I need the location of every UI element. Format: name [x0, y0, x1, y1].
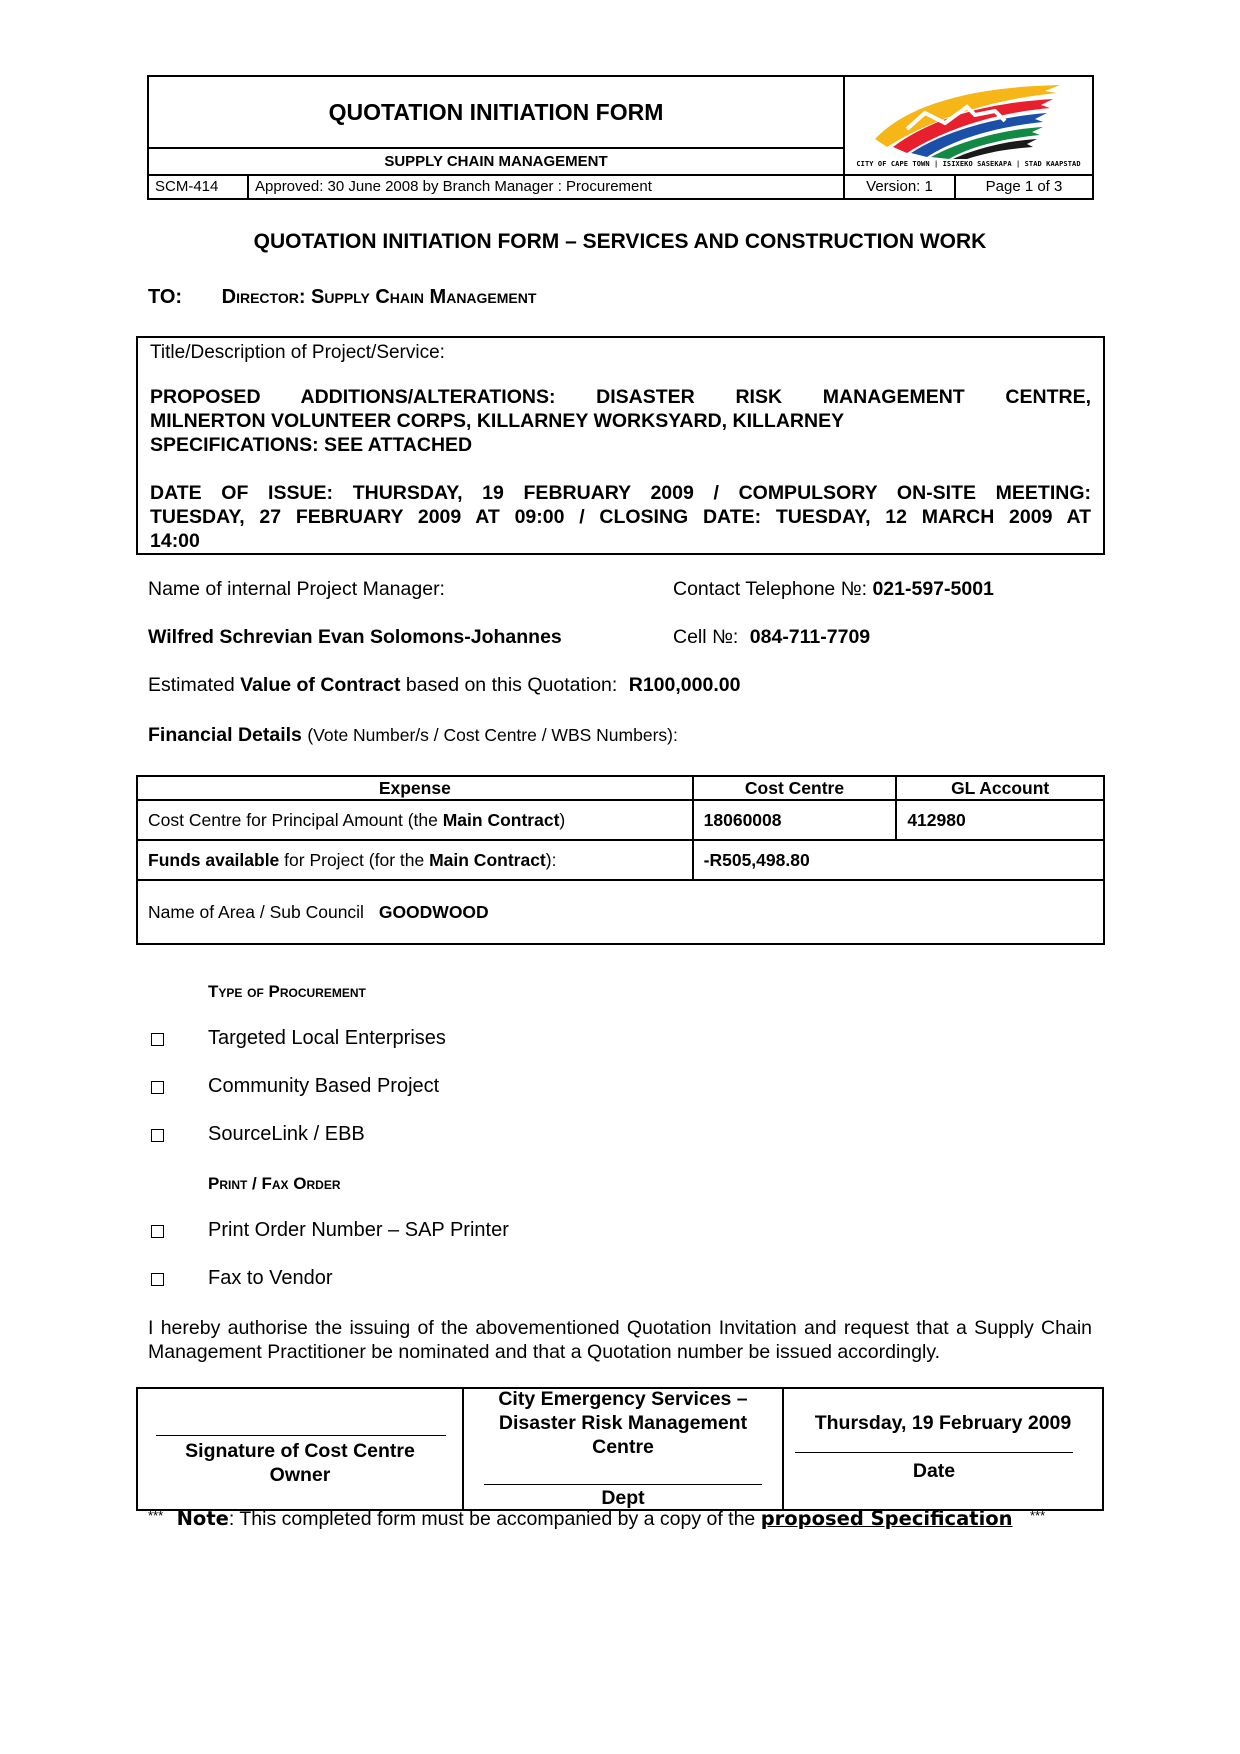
table-header-row	[137, 776, 1104, 800]
date-value: Thursday, 19 February 2009	[814, 1412, 1072, 1434]
project-line-2: MILNERTON VOLUNTEER CORPS, KILLARNEY WORKSYARD, KILLARNEY	[150, 410, 845, 432]
dept-line-1: City Emergency Services –	[498, 1388, 748, 1410]
to-label: TO:	[148, 286, 183, 308]
cell-number: 084-711-7709	[749, 626, 871, 648]
expense-bold: Main Contract	[442, 809, 560, 830]
column-header-expense: Expense	[137, 776, 693, 800]
to-recipient: Director: Supply Chain Management	[221, 286, 537, 308]
funds-bold-2: Main Contract	[429, 849, 546, 870]
signature-line	[156, 1435, 446, 1436]
dept-line-3: Centre	[592, 1436, 654, 1458]
column-header-cost-centre: Cost Centre	[693, 776, 897, 800]
procurement-heading: Type of Procurement	[208, 982, 366, 1001]
dept-line	[484, 1484, 762, 1485]
estimated-value-line	[148, 674, 740, 697]
estimate-prefix: Estimated	[148, 674, 241, 696]
checkbox-fax-vendor[interactable]	[151, 1273, 164, 1286]
version: Version: 1	[845, 176, 956, 198]
estimated-value: R100,000.00	[628, 674, 741, 696]
order-heading: Print / Fax Order	[208, 1174, 341, 1193]
expense-cell	[137, 800, 693, 840]
estimate-suffix: based on this Quotation:	[400, 674, 618, 696]
signature-label-line-2: Owner	[269, 1464, 331, 1486]
cell-number-line	[673, 626, 870, 649]
dept-cell	[464, 1389, 784, 1509]
form-title: QUOTATION INITIATION FORM	[149, 77, 845, 149]
project-description-box	[136, 336, 1105, 555]
expense-suffix: )	[559, 809, 566, 830]
financial-details-rest: (Vote Number/s / Cost Centre / WBS Numbers):	[307, 725, 678, 745]
note-label: Note	[176, 1507, 229, 1530]
note-text: : This completed form must be accompanied by a copy of the	[228, 1508, 761, 1530]
form-header	[147, 75, 1094, 200]
checkbox-print-order[interactable]	[151, 1225, 164, 1238]
form-code: SCM-414	[149, 176, 249, 198]
checkbox-community-based[interactable]	[151, 1081, 164, 1094]
manager-label: Name of internal Project Manager:	[148, 578, 445, 600]
gl-account-cell: 412980	[896, 800, 1104, 840]
page-number: Page 1 of 3	[985, 178, 1063, 195]
option-targeted-local: Targeted Local Enterprises	[208, 1027, 446, 1049]
funds-suffix: ):	[545, 849, 557, 870]
table-row	[137, 840, 1104, 880]
manager-name: Wilfred Schrevian Evan Solomons-Johannes	[148, 626, 562, 648]
table-row	[137, 880, 1104, 944]
checkbox-sourcelink[interactable]	[151, 1129, 164, 1142]
proposed-specification-link[interactable]: proposed Specification	[760, 1507, 1013, 1530]
option-sourcelink: SourceLink / EBB	[208, 1123, 365, 1145]
cost-centre-cell: 18060008	[693, 800, 897, 840]
table-row	[137, 800, 1104, 840]
signature-cell	[138, 1389, 464, 1509]
project-description	[150, 385, 1091, 457]
financial-details-label	[148, 724, 678, 747]
dept-line-2: Disaster Risk Management	[498, 1412, 748, 1434]
financial-details-bold: Financial Details	[148, 724, 302, 746]
logo-caption: CITY OF CAPE TOWN | ISIXEKO SASEKAPA | STAD KAAPSTAD	[856, 160, 1081, 168]
city-logo	[845, 77, 1092, 174]
project-description-label: Title/Description of Project/Service:	[150, 342, 445, 363]
financial-table	[136, 775, 1105, 945]
project-dates	[150, 481, 1091, 553]
checkbox-targeted-local[interactable]	[151, 1033, 164, 1046]
dept-label: Dept	[601, 1487, 645, 1509]
dept-value	[464, 1387, 782, 1459]
cape-town-logo-icon	[845, 77, 1092, 159]
column-header-gl-account: GL Account	[896, 776, 1104, 800]
signature-label	[138, 1439, 462, 1487]
dates-line-1: DATE OF ISSUE: THURSDAY, 19 FEBRUARY 2009 / COMPULSORY ON-SITE MEETING:	[150, 482, 1091, 504]
option-print-order: Print Order Number – SAP Printer	[208, 1219, 509, 1241]
option-fax-vendor: Fax to Vendor	[208, 1267, 333, 1289]
date-line	[795, 1452, 1073, 1453]
estimate-bold: Value of Contract	[240, 674, 401, 696]
telephone-label: Contact Telephone №:	[673, 578, 868, 600]
expense-prefix: Cost Centre for Principal Amount (the	[148, 809, 443, 830]
note-stars-right: ***	[1029, 1508, 1046, 1523]
date-cell	[784, 1389, 1102, 1509]
date-label: Date	[912, 1460, 956, 1482]
main-heading: QUOTATION INITIATION FORM – SERVICES AND CONSTRUCTION WORK	[253, 230, 987, 253]
area-cell	[137, 880, 1104, 944]
project-line-3: SPECIFICATIONS: SEE ATTACHED	[150, 434, 473, 456]
area-value: GOODWOOD	[378, 901, 489, 922]
to-line	[148, 286, 536, 309]
authorisation-text: I hereby authorise the issuing of the abovementioned Quotation Invitation and request that a Supply Chain Management Practitioner be nominated and that a Quotation number be issued accordingly.	[148, 1317, 1092, 1363]
funds-available-value: -R505,498.80	[693, 840, 1104, 880]
cell-label: Cell №:	[673, 626, 739, 648]
area-label: Name of Area / Sub Council	[148, 901, 364, 922]
footer-note	[148, 1507, 1045, 1531]
dates-line-3: 14:00	[150, 530, 200, 552]
note-stars-left: ***	[148, 1508, 164, 1523]
funds-available-cell	[137, 840, 693, 880]
contact-telephone	[673, 578, 994, 601]
signature-label-line-1: Signature of Cost Centre	[185, 1440, 415, 1462]
funds-mid: for Project (for the	[279, 849, 430, 870]
dates-line-2: TUESDAY, 27 FEBRUARY 2009 AT 09:00 / CLOSING DATE: TUESDAY, 12 MARCH 2009 AT	[150, 506, 1091, 528]
funds-bold: Funds available	[148, 849, 280, 870]
approval-text: Approved: 30 June 2008 by Branch Manager : Procurement	[249, 176, 845, 198]
telephone-number: 021-597-5001	[872, 578, 994, 600]
project-line-1: PROPOSED ADDITIONS/ALTERATIONS: DISASTER RISK MANAGEMENT CENTRE,	[150, 386, 1091, 408]
form-meta-row	[149, 174, 1092, 198]
option-community-based: Community Based Project	[208, 1075, 440, 1097]
department-label: SUPPLY CHAIN MANAGEMENT	[149, 149, 845, 174]
signature-table	[136, 1387, 1104, 1511]
